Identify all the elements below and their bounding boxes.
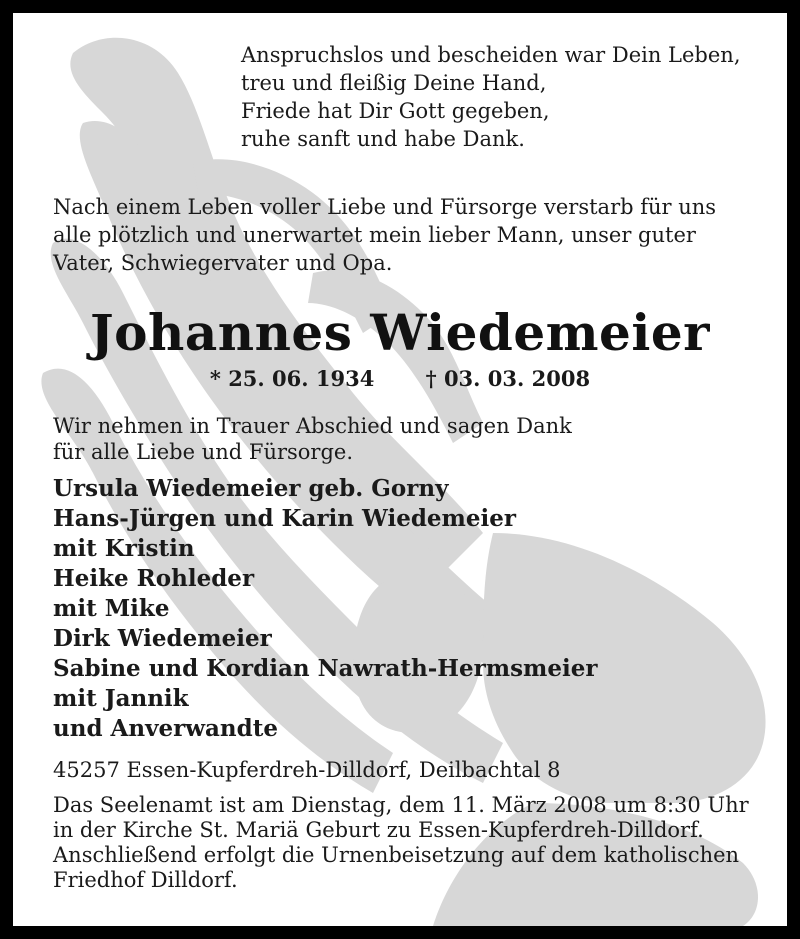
life-dates (13, 365, 787, 393)
thanks-line: für alle Liebe und Fürsorge. (53, 440, 354, 464)
mourner-entry: mit Jannik (53, 685, 189, 712)
mourner-entry: und Anverwandte (53, 715, 278, 742)
service-info (53, 793, 765, 893)
thanks-line: Wir nehmen in Trauer Abschied und sagen Dank (53, 414, 572, 438)
family-address: 45257 Essen-Kupferdreh-Dilldorf, Deilbachtal 8 (53, 758, 561, 782)
mourner-entry: mit Mike (53, 595, 170, 622)
notice-content (13, 13, 787, 926)
mourner-entry: Hans-Jürgen und Karin Wiedemeier (53, 505, 516, 532)
mourner-entry: Sabine und Kordian Nawrath-Hermsmeier (53, 655, 598, 682)
service-line: Anschließend erfolgt die Urnenbeisetzung auf dem katholischen (53, 843, 740, 867)
mourner-entry: Heike Rohleder (53, 565, 255, 592)
service-line: in der Kirche St. Mariä Geburt zu Essen-Kupferdreh-Dilldorf. (53, 818, 704, 842)
mourner-entry: Dirk Wiedemeier (53, 625, 272, 652)
birth-date: * 25. 06. 1934 (209, 366, 375, 391)
intro-text (53, 193, 773, 277)
poem-line: treu und fleißig Deine Hand, (241, 71, 547, 95)
mourner-entry: Ursula Wiedemeier geb. Gorny (53, 475, 449, 502)
mourners-list (53, 474, 598, 744)
deceased-name: Johannes Wiedemeier (89, 303, 711, 362)
poem-line: Anspruchslos und bescheiden war Dein Leben, (241, 43, 741, 67)
service-line: Friedhof Dilldorf. (53, 868, 238, 892)
poem (241, 41, 741, 153)
poem-line: ruhe sanft und habe Dank. (241, 127, 525, 151)
thanks-text (53, 413, 572, 465)
death-date: † 03. 03. 2008 (425, 366, 591, 391)
mourner-entry: mit Kristin (53, 535, 195, 562)
poem-line: Friede hat Dir Gott gegeben, (241, 99, 550, 123)
intro-line: Nach einem Leben voller Liebe und Fürsorge verstarb für uns (53, 195, 717, 219)
intro-line: alle plötzlich und unerwartet mein lieber Mann, unser guter (53, 223, 696, 247)
service-line: Das Seelenamt ist am Dienstag, dem 11. März 2008 um 8:30 Uhr (53, 793, 749, 817)
intro-line: Vater, Schwiegervater und Opa. (53, 251, 393, 275)
